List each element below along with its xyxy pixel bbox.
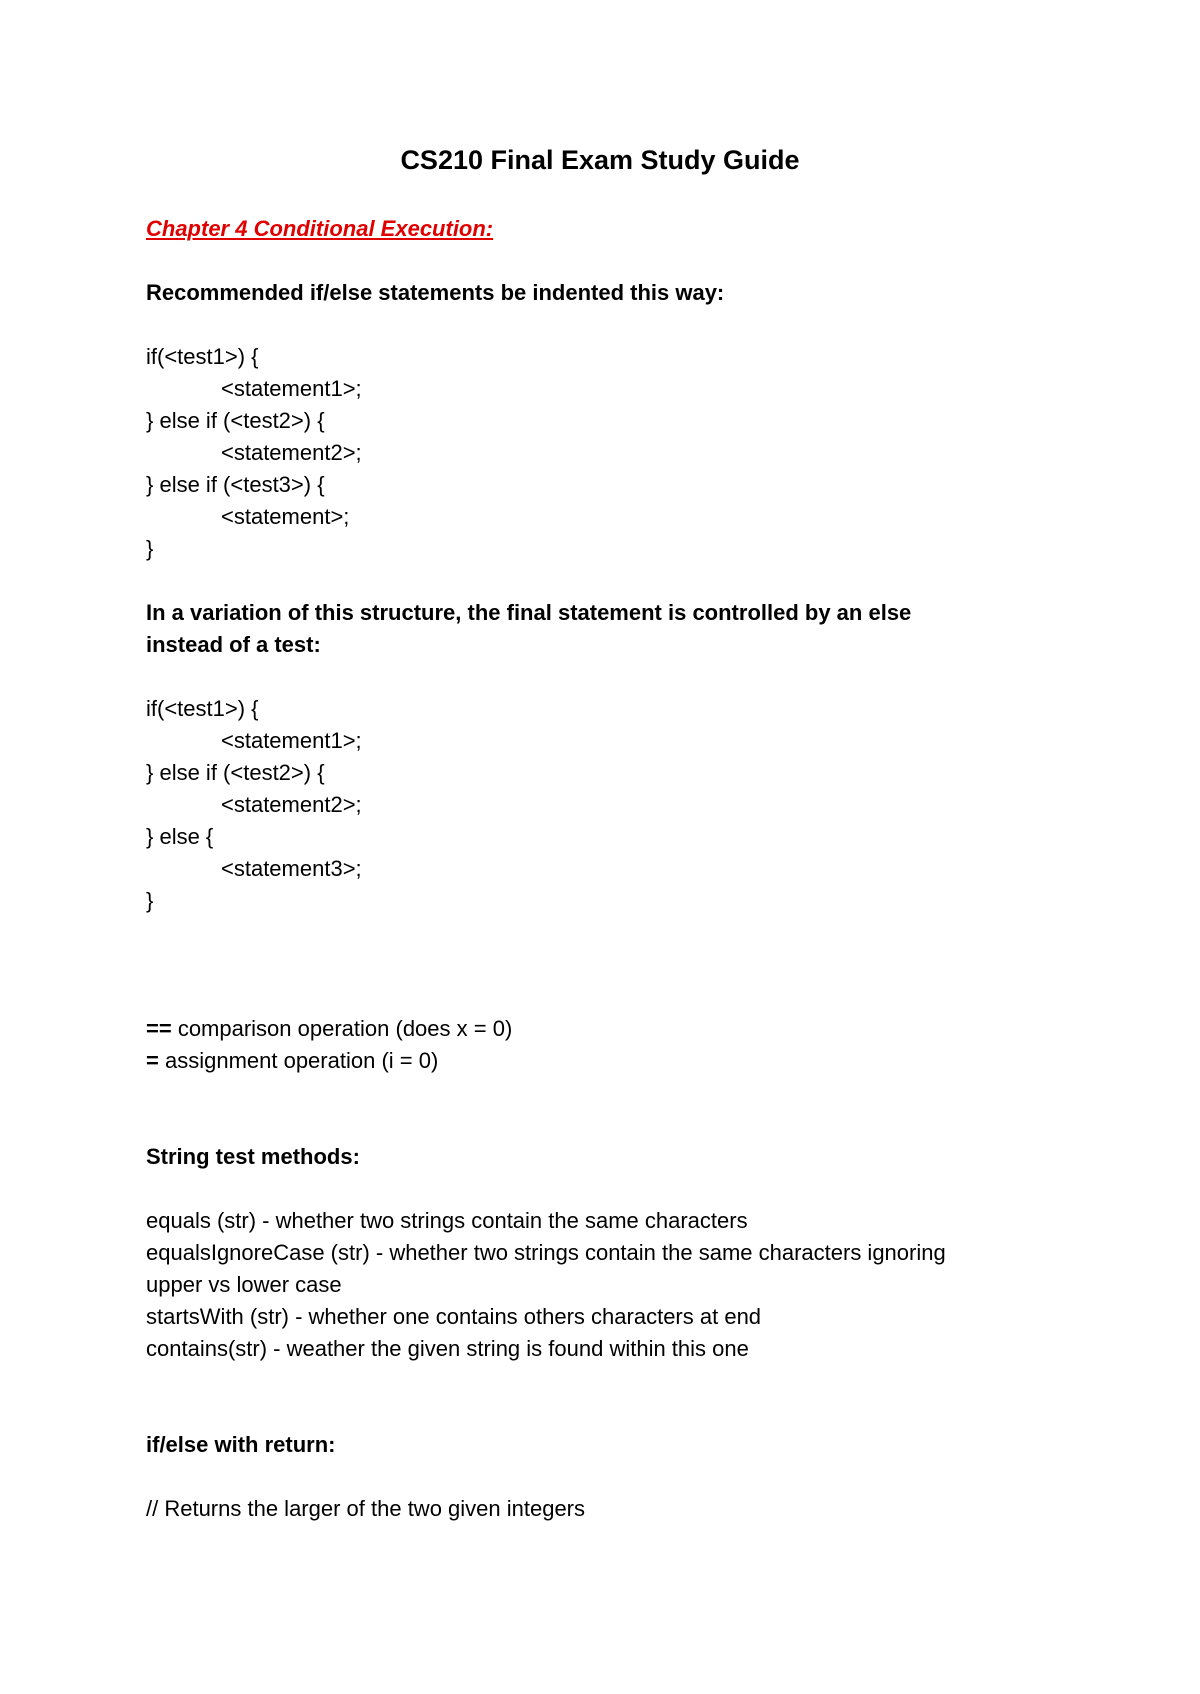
section2-heading-line1: In a variation of this structure, the final statement is controlled by an else: [146, 600, 912, 625]
code-line: <statement1>;: [221, 376, 362, 401]
comparison-symbol: ==: [146, 1016, 172, 1041]
code-line: }: [146, 536, 154, 561]
assignment-operator-line: [146, 1045, 438, 1077]
page-title: CS210 Final Exam Study Guide: [400, 145, 800, 175]
code-line: } else {: [146, 824, 214, 849]
list-item: contains(str) - weather the given string is found within this one: [146, 1336, 749, 1361]
code-comment: // Returns the larger of the two given integers: [146, 1496, 586, 1521]
list-item: equals (str) - whether two strings contain the same characters: [146, 1208, 748, 1233]
assignment-description: assignment operation (i = 0): [158, 1048, 439, 1073]
assignment-symbol: =: [146, 1048, 159, 1073]
code-line: <statement3>;: [221, 856, 362, 881]
code-line: <statement1>;: [221, 728, 362, 753]
list-item: upper vs lower case: [146, 1272, 342, 1297]
section1-heading: Recommended if/else statements be indented this way:: [146, 280, 725, 305]
code-line: <statement2>;: [221, 440, 362, 465]
comparison-description: comparison operation (does x = 0): [171, 1016, 513, 1041]
section2-heading-line2: instead of a test:: [146, 632, 321, 657]
code-line: if(<test1>) {: [146, 696, 259, 721]
string-methods-heading: String test methods:: [146, 1144, 360, 1169]
code-line: if(<test1>) {: [146, 344, 259, 369]
code-line: } else if (<test3>) {: [146, 472, 325, 497]
code-line: } else if (<test2>) {: [146, 760, 325, 785]
code-line: <statement>;: [221, 504, 350, 529]
code-line: }: [146, 888, 154, 913]
return-section-heading: if/else with return:: [146, 1432, 336, 1457]
comparison-operator-line: [146, 1013, 512, 1045]
code-line: } else if (<test2>) {: [146, 408, 325, 433]
list-item: equalsIgnoreCase (str) - whether two strings contain the same characters ignoring: [146, 1240, 946, 1265]
list-item: startsWith (str) - whether one contains others characters at end: [146, 1304, 762, 1329]
code-line: <statement2>;: [221, 792, 362, 817]
chapter-heading: Chapter 4 Conditional Execution:: [146, 216, 494, 241]
